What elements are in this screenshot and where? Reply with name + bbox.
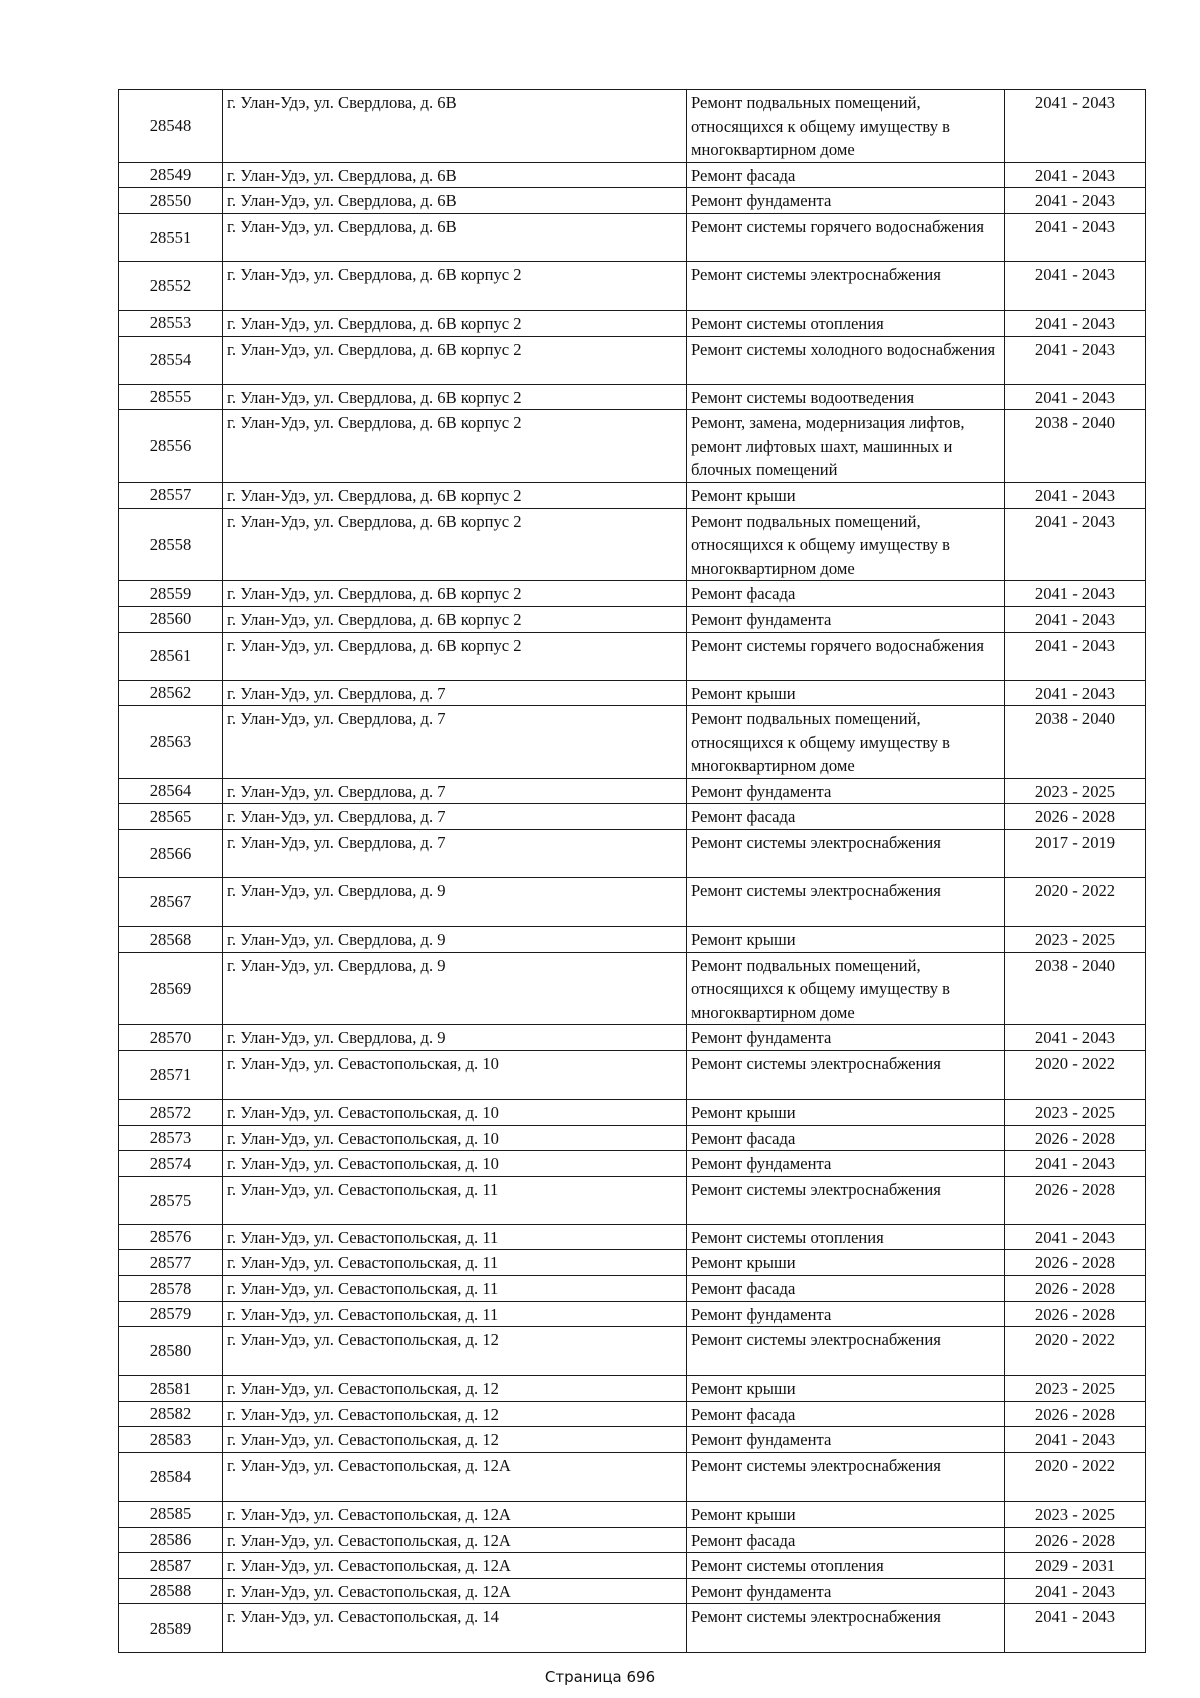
period-cell: 2023 - 2025 xyxy=(1005,1376,1146,1402)
period-cell: 2026 - 2028 xyxy=(1005,1301,1146,1327)
table-row xyxy=(119,778,1146,804)
address-cell: г. Улан-Удэ, ул. Севастопольская, д. 10 xyxy=(223,1125,687,1151)
address-cell: г. Улан-Удэ, ул. Севастопольская, д. 11 xyxy=(223,1176,687,1224)
row-number: 28588 xyxy=(119,1578,223,1604)
address-cell: г. Улан-Удэ, ул. Севастопольская, д. 14 xyxy=(223,1604,687,1653)
table-row xyxy=(119,1578,1146,1604)
row-number: 28550 xyxy=(119,188,223,214)
address-cell: г. Улан-Удэ, ул. Свердлова, д. 6В корпус 2 xyxy=(223,482,687,508)
row-number: 28579 xyxy=(119,1301,223,1327)
table-row xyxy=(119,1401,1146,1427)
work-type-cell: Ремонт системы водоотведения xyxy=(687,384,1005,410)
period-cell: 2041 - 2043 xyxy=(1005,1151,1146,1177)
row-number: 28575 xyxy=(119,1176,223,1224)
work-type-cell: Ремонт системы электроснабжения xyxy=(687,261,1005,310)
address-cell: г. Улан-Удэ, ул. Свердлова, д. 6В корпус 2 xyxy=(223,508,687,581)
table-row xyxy=(119,188,1146,214)
work-type-cell: Ремонт системы электроснабжения xyxy=(687,830,1005,878)
row-number: 28581 xyxy=(119,1376,223,1402)
period-cell: 2026 - 2028 xyxy=(1005,1401,1146,1427)
row-number: 28568 xyxy=(119,927,223,953)
row-number: 28563 xyxy=(119,706,223,779)
work-type-cell: Ремонт крыши xyxy=(687,1501,1005,1527)
address-cell: г. Улан-Удэ, ул. Свердлова, д. 6В корпус 2 xyxy=(223,310,687,336)
address-cell: г. Улан-Удэ, ул. Свердлова, д. 7 xyxy=(223,830,687,878)
work-type-cell: Ремонт фундамента xyxy=(687,1301,1005,1327)
address-cell: г. Улан-Удэ, ул. Свердлова, д. 7 xyxy=(223,804,687,830)
period-cell: 2017 - 2019 xyxy=(1005,830,1146,878)
work-type-cell: Ремонт фасада xyxy=(687,162,1005,188)
table-row xyxy=(119,1100,1146,1126)
table-row xyxy=(119,162,1146,188)
row-number: 28580 xyxy=(119,1327,223,1376)
row-number: 28556 xyxy=(119,410,223,483)
row-number: 28584 xyxy=(119,1452,223,1501)
period-cell: 2026 - 2028 xyxy=(1005,1176,1146,1224)
table-row xyxy=(119,1327,1146,1376)
row-number: 28569 xyxy=(119,952,223,1025)
row-number: 28583 xyxy=(119,1427,223,1453)
row-number: 28574 xyxy=(119,1151,223,1177)
address-cell: г. Улан-Удэ, ул. Севастопольская, д. 12 xyxy=(223,1376,687,1402)
period-cell: 2029 - 2031 xyxy=(1005,1553,1146,1579)
table-row xyxy=(119,1604,1146,1653)
address-cell: г. Улан-Удэ, ул. Севастопольская, д. 11 xyxy=(223,1224,687,1250)
row-number: 28561 xyxy=(119,632,223,680)
period-cell: 2041 - 2043 xyxy=(1005,632,1146,680)
row-number: 28566 xyxy=(119,830,223,878)
table-row xyxy=(119,1176,1146,1224)
table-row xyxy=(119,1301,1146,1327)
row-number: 28573 xyxy=(119,1125,223,1151)
address-cell: г. Улан-Удэ, ул. Свердлова, д. 6В xyxy=(223,90,687,163)
work-type-cell: Ремонт подвальных помещений, относящихся к общему имуществу в многоквартирном доме xyxy=(687,508,1005,581)
period-cell: 2038 - 2040 xyxy=(1005,706,1146,779)
work-type-cell: Ремонт подвальных помещений, относящихся к общему имуществу в многоквартирном доме xyxy=(687,706,1005,779)
period-cell: 2020 - 2022 xyxy=(1005,1051,1146,1100)
period-cell: 2023 - 2025 xyxy=(1005,1100,1146,1126)
row-number: 28553 xyxy=(119,310,223,336)
table-row xyxy=(119,1501,1146,1527)
table-row xyxy=(119,581,1146,607)
period-cell: 2041 - 2043 xyxy=(1005,680,1146,706)
work-type-cell: Ремонт фундамента xyxy=(687,606,1005,632)
table-row xyxy=(119,804,1146,830)
work-type-cell: Ремонт системы горячего водоснабжения xyxy=(687,632,1005,680)
address-cell: г. Улан-Удэ, ул. Севастопольская, д. 11 xyxy=(223,1250,687,1276)
table-row xyxy=(119,1051,1146,1100)
address-cell: г. Улан-Удэ, ул. Севастопольская, д. 12А xyxy=(223,1553,687,1579)
row-number: 28577 xyxy=(119,1250,223,1276)
table-row xyxy=(119,1025,1146,1051)
table-row xyxy=(119,1250,1146,1276)
work-type-cell: Ремонт системы электроснабжения xyxy=(687,1327,1005,1376)
period-cell: 2041 - 2043 xyxy=(1005,188,1146,214)
table-row xyxy=(119,1427,1146,1453)
table-row xyxy=(119,1452,1146,1501)
row-number: 28559 xyxy=(119,581,223,607)
work-type-cell: Ремонт системы отопления xyxy=(687,1553,1005,1579)
address-cell: г. Улан-Удэ, ул. Свердлова, д. 9 xyxy=(223,1025,687,1051)
table-row xyxy=(119,310,1146,336)
period-cell: 2020 - 2022 xyxy=(1005,878,1146,927)
row-number: 28570 xyxy=(119,1025,223,1051)
address-cell: г. Улан-Удэ, ул. Свердлова, д. 6В корпус 2 xyxy=(223,384,687,410)
work-type-cell: Ремонт системы электроснабжения xyxy=(687,1051,1005,1100)
address-cell: г. Улан-Удэ, ул. Свердлова, д. 7 xyxy=(223,706,687,779)
address-cell: г. Улан-Удэ, ул. Севастопольская, д. 11 xyxy=(223,1301,687,1327)
work-type-cell: Ремонт фасада xyxy=(687,581,1005,607)
work-type-cell: Ремонт фундамента xyxy=(687,1578,1005,1604)
period-cell: 2023 - 2025 xyxy=(1005,927,1146,953)
row-number: 28552 xyxy=(119,261,223,310)
row-number: 28567 xyxy=(119,878,223,927)
address-cell: г. Улан-Удэ, ул. Свердлова, д. 7 xyxy=(223,680,687,706)
period-cell: 2038 - 2040 xyxy=(1005,952,1146,1025)
address-cell: г. Улан-Удэ, ул. Севастопольская, д. 12 xyxy=(223,1327,687,1376)
period-cell: 2041 - 2043 xyxy=(1005,508,1146,581)
table-row xyxy=(119,482,1146,508)
period-cell: 2026 - 2028 xyxy=(1005,1125,1146,1151)
work-type-cell: Ремонт системы горячего водоснабжения xyxy=(687,213,1005,261)
period-cell: 2041 - 2043 xyxy=(1005,1578,1146,1604)
table-row xyxy=(119,1125,1146,1151)
address-cell: г. Улан-Удэ, ул. Свердлова, д. 6В xyxy=(223,162,687,188)
table-row xyxy=(119,680,1146,706)
work-type-cell: Ремонт фундамента xyxy=(687,188,1005,214)
work-type-cell: Ремонт системы электроснабжения xyxy=(687,1604,1005,1653)
row-number: 28564 xyxy=(119,778,223,804)
row-number: 28578 xyxy=(119,1276,223,1302)
work-type-cell: Ремонт фундамента xyxy=(687,1025,1005,1051)
address-cell: г. Улан-Удэ, ул. Севастопольская, д. 12А xyxy=(223,1452,687,1501)
work-type-cell: Ремонт системы электроснабжения xyxy=(687,1452,1005,1501)
period-cell: 2041 - 2043 xyxy=(1005,261,1146,310)
work-type-cell: Ремонт фасада xyxy=(687,1276,1005,1302)
work-type-cell: Ремонт крыши xyxy=(687,482,1005,508)
period-cell: 2041 - 2043 xyxy=(1005,336,1146,384)
table-row xyxy=(119,384,1146,410)
period-cell: 2026 - 2028 xyxy=(1005,1250,1146,1276)
table-row xyxy=(119,632,1146,680)
address-cell: г. Улан-Удэ, ул. Севастопольская, д. 12А xyxy=(223,1578,687,1604)
table-row xyxy=(119,1224,1146,1250)
period-cell: 2041 - 2043 xyxy=(1005,606,1146,632)
table-row xyxy=(119,952,1146,1025)
repair-schedule-table xyxy=(118,89,1146,1653)
row-number: 28551 xyxy=(119,213,223,261)
address-cell: г. Улан-Удэ, ул. Свердлова, д. 6В xyxy=(223,188,687,214)
work-type-cell: Ремонт фасада xyxy=(687,1527,1005,1553)
work-type-cell: Ремонт подвальных помещений, относящихся к общему имуществу в многоквартирном доме xyxy=(687,952,1005,1025)
row-number: 28586 xyxy=(119,1527,223,1553)
address-cell: г. Улан-Удэ, ул. Севастопольская, д. 12А xyxy=(223,1527,687,1553)
table-row xyxy=(119,1553,1146,1579)
address-cell: г. Улан-Удэ, ул. Свердлова, д. 9 xyxy=(223,952,687,1025)
work-type-cell: Ремонт крыши xyxy=(687,1250,1005,1276)
address-cell: г. Улан-Удэ, ул. Свердлова, д. 6В корпус 2 xyxy=(223,261,687,310)
period-cell: 2041 - 2043 xyxy=(1005,213,1146,261)
work-type-cell: Ремонт фундамента xyxy=(687,778,1005,804)
table-row xyxy=(119,830,1146,878)
row-number: 28560 xyxy=(119,606,223,632)
row-number: 28565 xyxy=(119,804,223,830)
period-cell: 2023 - 2025 xyxy=(1005,1501,1146,1527)
work-type-cell: Ремонт системы электроснабжения xyxy=(687,1176,1005,1224)
row-number: 28554 xyxy=(119,336,223,384)
address-cell: г. Улан-Удэ, ул. Свердлова, д. 9 xyxy=(223,878,687,927)
work-type-cell: Ремонт крыши xyxy=(687,1376,1005,1402)
address-cell: г. Улан-Удэ, ул. Свердлова, д. 6В корпус 2 xyxy=(223,581,687,607)
table-row xyxy=(119,90,1146,163)
address-cell: г. Улан-Удэ, ул. Свердлова, д. 6В корпус 2 xyxy=(223,632,687,680)
period-cell: 2020 - 2022 xyxy=(1005,1452,1146,1501)
work-type-cell: Ремонт фундамента xyxy=(687,1151,1005,1177)
address-cell: г. Улан-Удэ, ул. Свердлова, д. 7 xyxy=(223,778,687,804)
period-cell: 2041 - 2043 xyxy=(1005,1427,1146,1453)
address-cell: г. Улан-Удэ, ул. Свердлова, д. 6В корпус 2 xyxy=(223,606,687,632)
period-cell: 2041 - 2043 xyxy=(1005,162,1146,188)
address-cell: г. Улан-Удэ, ул. Севастопольская, д. 12 xyxy=(223,1401,687,1427)
row-number: 28548 xyxy=(119,90,223,163)
table-row xyxy=(119,1527,1146,1553)
period-cell: 2026 - 2028 xyxy=(1005,1527,1146,1553)
address-cell: г. Улан-Удэ, ул. Севастопольская, д. 10 xyxy=(223,1051,687,1100)
table-row xyxy=(119,508,1146,581)
address-cell: г. Улан-Удэ, ул. Севастопольская, д. 12 xyxy=(223,1427,687,1453)
table-body xyxy=(119,90,1146,1653)
row-number: 28557 xyxy=(119,482,223,508)
address-cell: г. Улан-Удэ, ул. Свердлова, д. 9 xyxy=(223,927,687,953)
table-row xyxy=(119,878,1146,927)
row-number: 28576 xyxy=(119,1224,223,1250)
row-number: 28555 xyxy=(119,384,223,410)
row-number: 28587 xyxy=(119,1553,223,1579)
work-type-cell: Ремонт фасада xyxy=(687,1401,1005,1427)
work-type-cell: Ремонт, замена, модернизация лифтов, ремонт лифтовых шахт, машинных и блочных помещений xyxy=(687,410,1005,483)
table-row xyxy=(119,1376,1146,1402)
table-row xyxy=(119,261,1146,310)
period-cell: 2023 - 2025 xyxy=(1005,778,1146,804)
row-number: 28562 xyxy=(119,680,223,706)
work-type-cell: Ремонт фасада xyxy=(687,1125,1005,1151)
period-cell: 2041 - 2043 xyxy=(1005,310,1146,336)
table-row xyxy=(119,213,1146,261)
table-row xyxy=(119,706,1146,779)
work-type-cell: Ремонт крыши xyxy=(687,927,1005,953)
work-type-cell: Ремонт крыши xyxy=(687,1100,1005,1126)
table-row xyxy=(119,927,1146,953)
period-cell: 2041 - 2043 xyxy=(1005,1604,1146,1653)
period-cell: 2041 - 2043 xyxy=(1005,384,1146,410)
work-type-cell: Ремонт системы холодного водоснабжения xyxy=(687,336,1005,384)
period-cell: 2038 - 2040 xyxy=(1005,410,1146,483)
work-type-cell: Ремонт системы отопления xyxy=(687,310,1005,336)
period-cell: 2041 - 2043 xyxy=(1005,1224,1146,1250)
period-cell: 2041 - 2043 xyxy=(1005,90,1146,163)
work-type-cell: Ремонт крыши xyxy=(687,680,1005,706)
period-cell: 2041 - 2043 xyxy=(1005,482,1146,508)
table-row xyxy=(119,1151,1146,1177)
period-cell: 2041 - 2043 xyxy=(1005,581,1146,607)
address-cell: г. Улан-Удэ, ул. Севастопольская, д. 10 xyxy=(223,1100,687,1126)
address-cell: г. Улан-Удэ, ул. Севастопольская, д. 12А xyxy=(223,1501,687,1527)
period-cell: 2041 - 2043 xyxy=(1005,1025,1146,1051)
period-cell: 2020 - 2022 xyxy=(1005,1327,1146,1376)
work-type-cell: Ремонт системы электроснабжения xyxy=(687,878,1005,927)
address-cell: г. Улан-Удэ, ул. Свердлова, д. 6В корпус 2 xyxy=(223,336,687,384)
period-cell: 2026 - 2028 xyxy=(1005,804,1146,830)
row-number: 28572 xyxy=(119,1100,223,1126)
row-number: 28549 xyxy=(119,162,223,188)
address-cell: г. Улан-Удэ, ул. Севастопольская, д. 11 xyxy=(223,1276,687,1302)
page-number: Страница 696 xyxy=(544,1668,656,1686)
address-cell: г. Улан-Удэ, ул. Свердлова, д. 6В xyxy=(223,213,687,261)
work-type-cell: Ремонт фасада xyxy=(687,804,1005,830)
table-row xyxy=(119,336,1146,384)
address-cell: г. Улан-Удэ, ул. Свердлова, д. 6В корпус 2 xyxy=(223,410,687,483)
work-type-cell: Ремонт системы отопления xyxy=(687,1224,1005,1250)
work-type-cell: Ремонт подвальных помещений, относящихся к общему имуществу в многоквартирном доме xyxy=(687,90,1005,163)
address-cell: г. Улан-Удэ, ул. Севастопольская, д. 10 xyxy=(223,1151,687,1177)
table-row xyxy=(119,1276,1146,1302)
row-number: 28582 xyxy=(119,1401,223,1427)
table-row xyxy=(119,606,1146,632)
work-type-cell: Ремонт фундамента xyxy=(687,1427,1005,1453)
row-number: 28585 xyxy=(119,1501,223,1527)
row-number: 28571 xyxy=(119,1051,223,1100)
row-number: 28589 xyxy=(119,1604,223,1653)
table-row xyxy=(119,410,1146,483)
row-number: 28558 xyxy=(119,508,223,581)
period-cell: 2026 - 2028 xyxy=(1005,1276,1146,1302)
